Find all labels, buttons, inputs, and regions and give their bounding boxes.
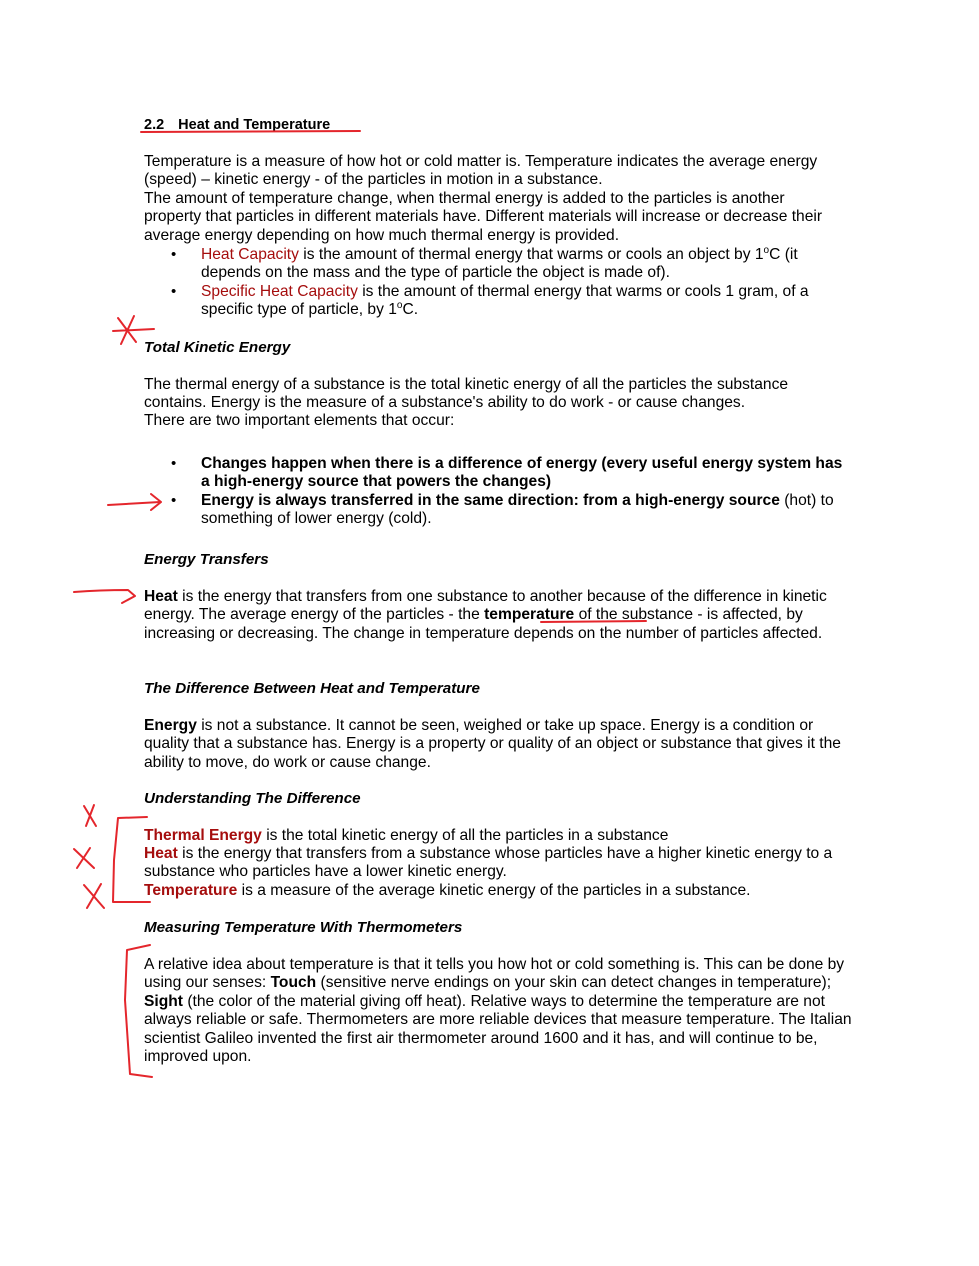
- measuring-paragraph: A relative idea about temperature is that it tells you how hot or cold something is. This can be done by using our senses: Touch (sensitive nerve endings on your skin can detect changes in temperature); Sight (the color of the material giving off heat). Relative ways to determine the temperature are not always reliable or safe. Thermometers are more reliable devices that measure temperature. The Italian scientist Galileo invented the first air thermometer around 1600 and it has, and will continue to be, improved upon.: [144, 956, 852, 1066]
- specific-heat-capacity-term: Specific Heat Capacity: [201, 282, 358, 300]
- touch-term: Touch: [270, 974, 317, 992]
- kinetic-heading: Total Kinetic Energy: [144, 339, 291, 356]
- heat-term: Heat: [144, 588, 178, 605]
- temperature-term: temperature: [479, 606, 579, 624]
- transfers-heading: Energy Transfers: [144, 551, 269, 568]
- list-item: • Specific Heat Capacity is the amount of thermal energy that warms or cools 1 gram, of a specific type of particle, by 1$^o$C.: [144, 283, 844, 320]
- measuring-heading: Measuring Temperature With Thermometers: [144, 919, 463, 936]
- intro-paragraph-1: Temperature is a measure of how hot or cold matter is. Temperature indicates the average energy (speed) – kinetic energy - of the particles in motion in a substance.: [144, 153, 818, 189]
- heat-capacity-term: Heat Capacity: [201, 246, 299, 263]
- energy-term: Energy: [144, 717, 197, 734]
- intro-paragraph-2: The amount of temperature change, when thermal energy is added to the particles is another property that particles in different materials have. Different materials will increase or decrease their average energy depending on how much thermal energy is provided.: [144, 190, 823, 244]
- difference-paragraph: Energy is not a substance. It cannot be seen, weighed or take up space. Energy is a condition or quality that a substance has. Energy is a property or quality of an object or substance that gives it the ability to move, do work or cause change.: [144, 717, 841, 771]
- understanding-heading: Understanding The Difference: [144, 790, 361, 807]
- kinetic-paragraph-2: There are two important elements that occur:: [144, 412, 455, 429]
- transfers-paragraph: Heat is the energy that transfers from one substance to another because of the difference in kinetic energy. The average energy of the particles - the temperature of the substance - is affected, by increasing or decreasing. The change in temperature depends on the number of particles affected.: [144, 588, 827, 642]
- understanding-item-temperature: Temperature is a measure of the average kinetic energy of the particles in a substance.: [144, 882, 751, 899]
- cross-mark-icon: [74, 848, 94, 868]
- section-heading: [144, 116, 844, 134]
- cross-mark-icon: [84, 884, 104, 908]
- understanding-item-thermal: Thermal Energy is the total kinetic energy of all the particles in a substance: [144, 827, 669, 844]
- list-item: • Changes happen when there is a difference of energy (every useful energy system has a high-energy source that powers the changes): [144, 455, 844, 492]
- section-number: 2.2: [144, 117, 165, 133]
- sight-term: Sight: [144, 992, 183, 1010]
- kinetic-list: [144, 455, 844, 529]
- difference-heading: The Difference Between Heat and Temperature: [144, 680, 480, 697]
- kinetic-paragraph-1: The thermal energy of a substance is the total kinetic energy of all the particles the substance contains. Energy is the measure of a substance's ability to do work - or cause changes.: [144, 376, 789, 412]
- list-item: • Energy is always transferred in the same direction: from a high-energy source (hot) to something of lower energy (cold).: [144, 492, 844, 529]
- list-item: • Heat Capacity is the amount of thermal energy that warms or cools an object by 1$^o$C (it depends on the mass and the type of particle the object is made of).: [144, 246, 844, 283]
- capacity-list: [144, 246, 844, 320]
- understanding-item-heat: Heat is the energy that transfers from a substance whose particles have a higher kinetic energy to a substance who particles have a lower kinetic energy.: [144, 845, 833, 881]
- section-title: Heat and Temperature: [178, 117, 331, 133]
- cross-mark-icon: [84, 805, 96, 826]
- arrow-mark-icon: [74, 590, 135, 603]
